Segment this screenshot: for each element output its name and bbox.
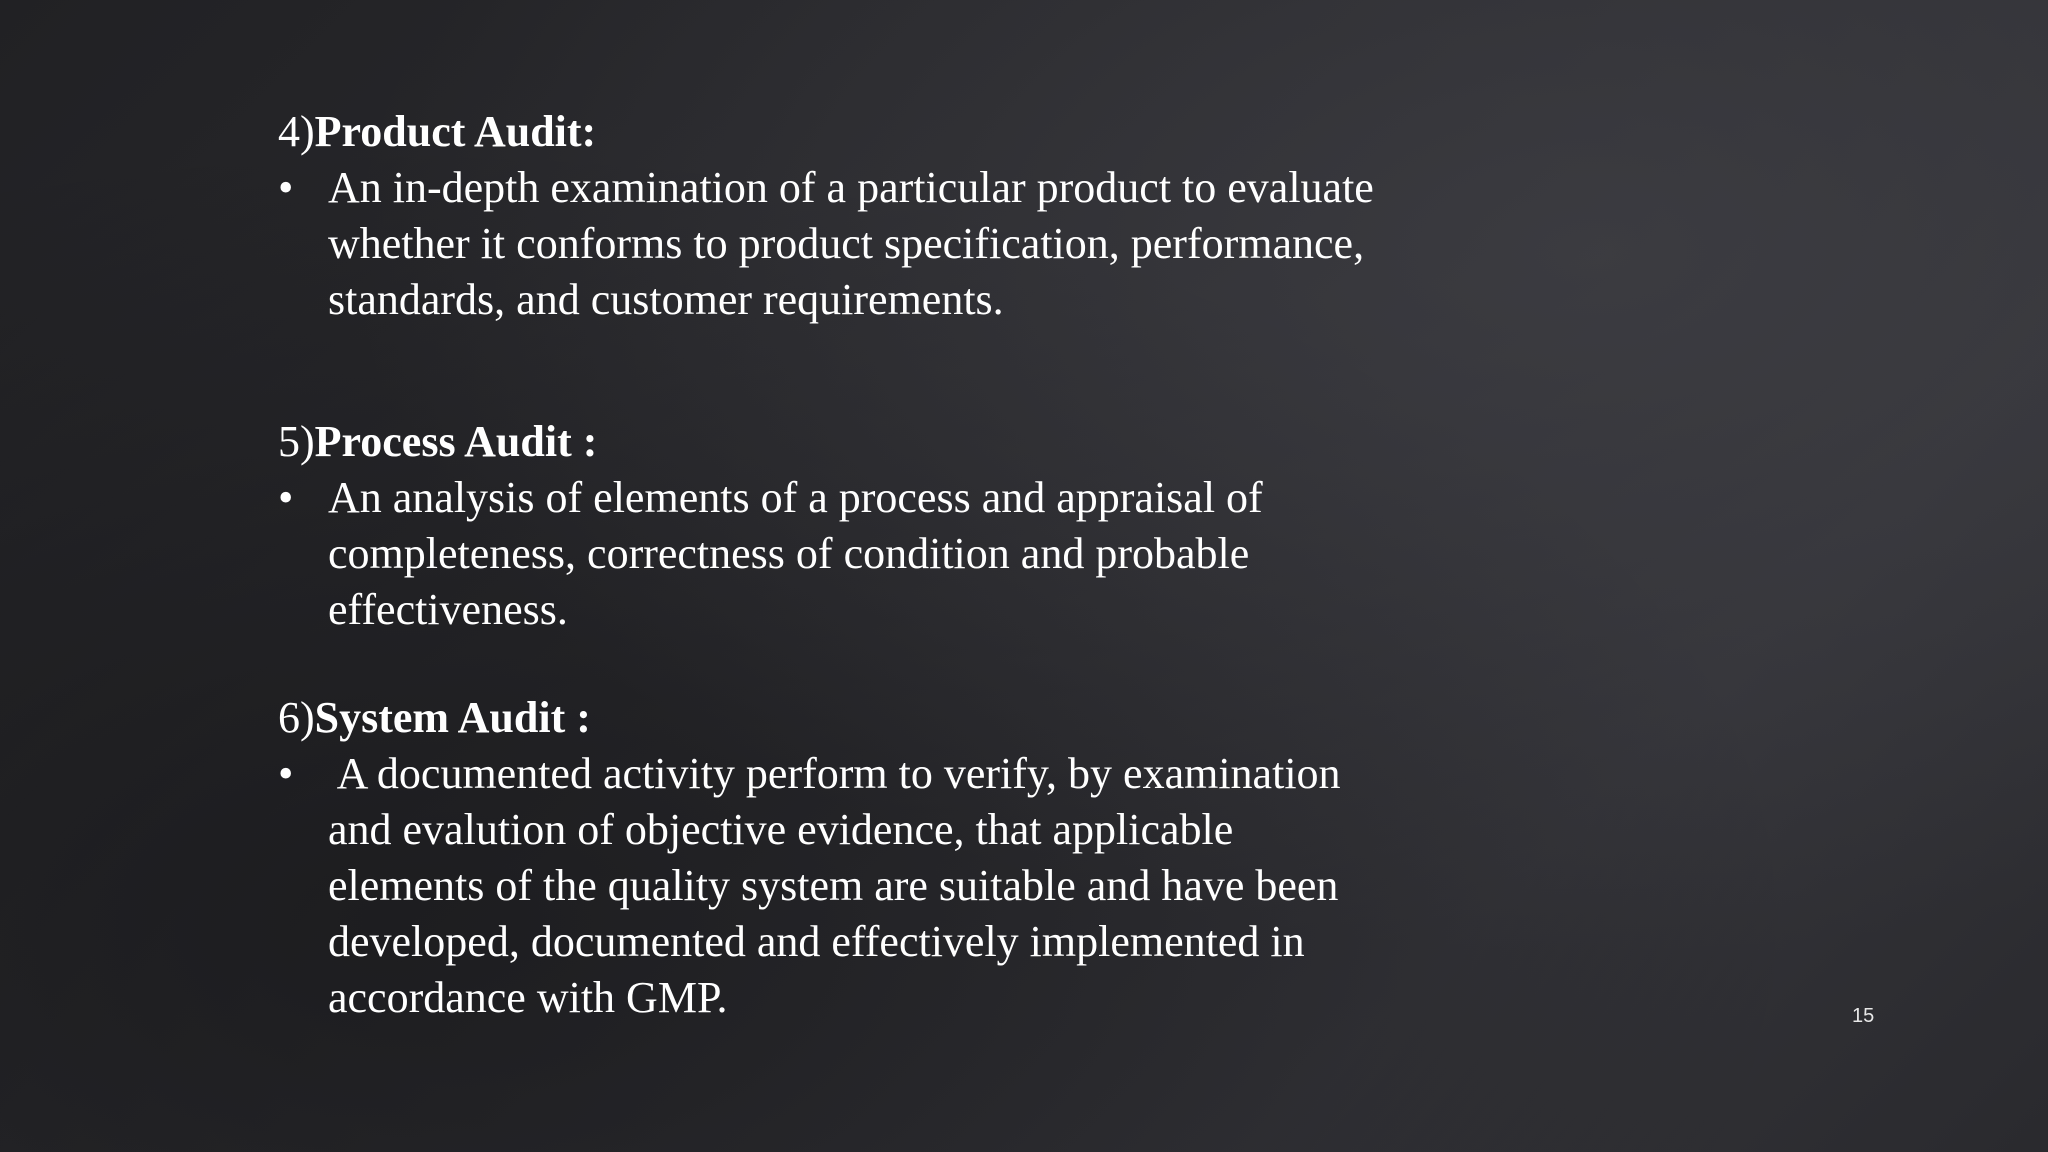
bullet-item bbox=[278, 160, 1374, 328]
bullet-line: A documented activity perform to verify, by examination bbox=[328, 749, 1341, 798]
bullet-line: effectiveness. bbox=[328, 585, 568, 634]
page-number: 15 bbox=[1852, 1005, 1875, 1027]
section-number: 5) bbox=[278, 417, 315, 466]
bullet-line: An in-depth examination of a particular product to evaluate bbox=[328, 163, 1374, 212]
section-number: 4) bbox=[278, 107, 315, 156]
bullet-line: developed, documented and effectively implemented in bbox=[328, 917, 1305, 966]
bullet-line: An analysis of elements of a process and appraisal of bbox=[328, 473, 1263, 522]
bullet-line: accordance with GMP. bbox=[328, 973, 728, 1022]
section-number: 6) bbox=[278, 693, 315, 742]
section-title: Product Audit: bbox=[314, 107, 597, 156]
bullet-line: completeness, correctness of condition and probable bbox=[328, 529, 1250, 578]
section-title: Process Audit : bbox=[314, 417, 598, 466]
bullet-icon: • bbox=[278, 749, 294, 798]
section-system-audit bbox=[278, 690, 1341, 1026]
bullet-item bbox=[278, 470, 1263, 638]
bullet-line: standards, and customer requirements. bbox=[328, 275, 1004, 324]
bullet-line: whether it conforms to product specification, performance, bbox=[328, 219, 1365, 268]
section-heading bbox=[278, 104, 1374, 160]
section-heading bbox=[278, 414, 1263, 470]
bullet-icon: • bbox=[278, 163, 294, 212]
section-process-audit bbox=[278, 414, 1263, 638]
section-title: System Audit : bbox=[314, 693, 591, 742]
bullet-icon: • bbox=[278, 473, 294, 522]
section-heading bbox=[278, 690, 1341, 746]
bullet-item bbox=[278, 746, 1341, 1026]
bullet-line: elements of the quality system are suitable and have been bbox=[328, 861, 1339, 910]
bullet-line: and evalution of objective evidence, that applicable bbox=[328, 805, 1234, 854]
section-product-audit bbox=[278, 104, 1374, 328]
